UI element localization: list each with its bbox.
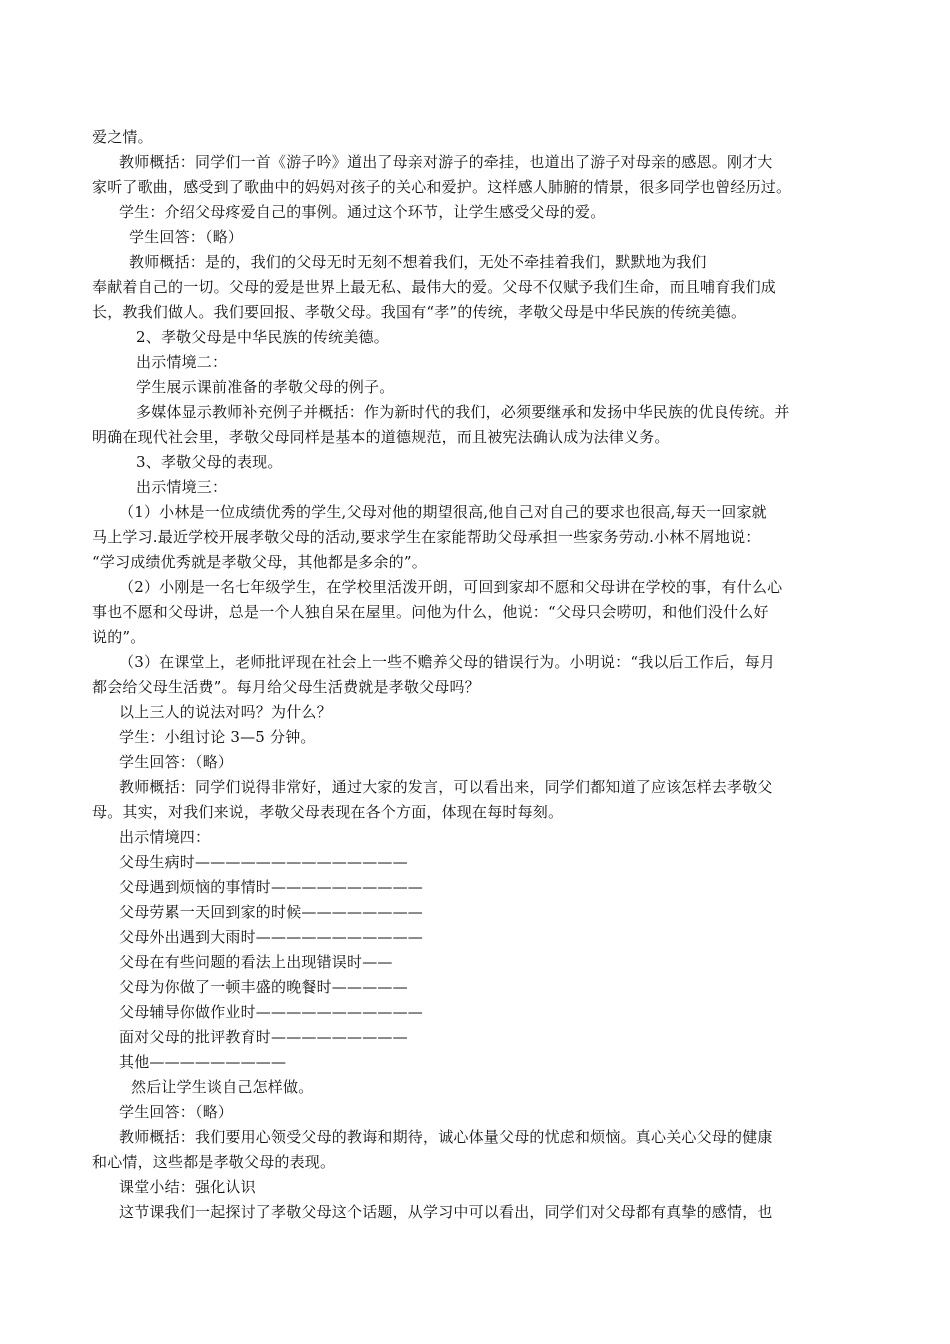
text-line: 家听了歌曲，感受到了歌曲中的妈妈对孩子的关心和爱护。这样感人肺腑的情景，很多同学也曾经历过。	[92, 178, 792, 196]
text-line: 学生展示课前准备的孝敬父母的例子。	[136, 378, 395, 396]
list-item: 父母遇到烦恼的事情时——————————	[119, 878, 424, 896]
text-line: 出示情境四：	[119, 828, 211, 846]
text-line: 母。其实，对我们来说，孝敬父母表现在各个方面，体现在每时每刻。	[92, 803, 564, 821]
text-line: 教师概括：我们要用心领受父母的教诲和期待，诚心体量父母的忧虑和烦恼。真心关心父母的健康	[119, 1128, 773, 1146]
text-line: 教师概括：是的，我们的父母无时无刻不想着我们，无处不牵挂着我们，默默地为我们	[129, 253, 707, 271]
text-line: 学生回答：（略）	[119, 753, 234, 771]
text-line: 多媒体显示教师补充例子并概括：作为新时代的我们，必须要继承和发扬中华民族的优良传统。并	[136, 403, 790, 421]
text-line: 长，教我们做人。我们要回报、孝敬父母。我国有“孝”的传统，孝敬父母是中华民族的传统美德。	[92, 303, 747, 321]
list-item: 面对父母的批评教育时—————————	[119, 1028, 408, 1046]
text-line: （3）在课堂上，老师批评现在社会上一些不赡养父母的错误行为。小明说：“我以后工作后，每月	[119, 653, 776, 671]
text-line: 出示情境二：	[136, 353, 228, 371]
text-line: （2）小刚是一名七年级学生，在学校里活泼开朗，可回到家却不愿和父母讲在学校的事，有什么心	[119, 578, 783, 596]
list-item: 父母生病时——————————————	[119, 853, 408, 871]
text-line: 教师概括：同学们说得非常好，通过大家的发言，可以看出来，同学们都知道了应该怎样去孝敬父	[119, 778, 773, 796]
text-line: 学生回答：（略）	[119, 1103, 234, 1121]
text-line: 和心情，这些都是孝敬父母的表现。	[92, 1153, 336, 1171]
list-item: 父母辅导你做作业时———————————	[119, 1003, 424, 1021]
text-line: 课堂小结：强化认识	[119, 1178, 256, 1196]
text-line: 爱之情。	[92, 128, 153, 146]
list-item: 父母劳累一天回到家的时候————————	[119, 903, 424, 921]
text-line: 学生：小组讨论 3—5 分钟。	[119, 728, 316, 746]
text-line: 学生：介绍父母疼爱自己的事例。通过这个环节，让学生感受父母的爱。	[119, 203, 606, 221]
text-line: 以上三人的说法对吗？为什么？	[119, 703, 332, 721]
text-line: 然后让学生谈自己怎样做。	[131, 1078, 314, 1096]
text-line: 说的”。	[92, 628, 146, 646]
text-line: 奉献着自己的一切。父母的爱是世界上最无私、最伟大的爱。父母不仅赋予我们生命，而且哺育我们成	[92, 278, 777, 296]
text-line: 马上学习.最近学校开展孝敬父母的活动,要求学生在家能帮助父母承担一些家务劳动.小林不屑地说：	[92, 528, 761, 546]
list-item: 父母为你做了一顿丰盛的晚餐时—————	[119, 978, 408, 996]
list-item: 其他—————————	[119, 1053, 287, 1071]
text-line: 事也不愿和父母讲，总是一个人独自呆在屋里。问他为什么，他说：“父母只会唠叨，和他们没什么好	[92, 603, 769, 621]
text-line: 教师概括：同学们一首《游子吟》道出了母亲对游子的牵挂，也道出了游子对母亲的感恩。刚才大	[119, 153, 773, 171]
text-line: 学生回答：（略）	[129, 228, 244, 246]
section-heading: 3、孝敬父母的表现。	[136, 453, 283, 471]
list-item: 父母在有些问题的看法上出现错误时——	[119, 953, 393, 971]
list-item: 父母外出遇到大雨时———————————	[119, 928, 424, 946]
text-line: “学习成绩优秀就是孝敬父母，其他都是多余的”。	[92, 553, 427, 571]
text-line: 明确在现代社会里，孝敬父母同样是基本的道德规范，而且被宪法确认成为法律义务。	[92, 428, 670, 446]
section-heading: 2、孝敬父母是中华民族的传统美德。	[136, 328, 389, 346]
text-line: 这节课我们一起探讨了孝敬父母这个话题，从学习中可以看出，同学们对父母都有真挚的感情，也	[119, 1203, 773, 1221]
text-line: （1）小林是一位成绩优秀的学生,父母对他的期望很高,他自己对自己的要求也很高,每天一回家就	[119, 503, 767, 521]
text-line: 出示情境三：	[136, 478, 228, 496]
text-line: 都会给父母生活费”。每月给父母生活费就是孝敬父母吗？	[92, 678, 480, 696]
